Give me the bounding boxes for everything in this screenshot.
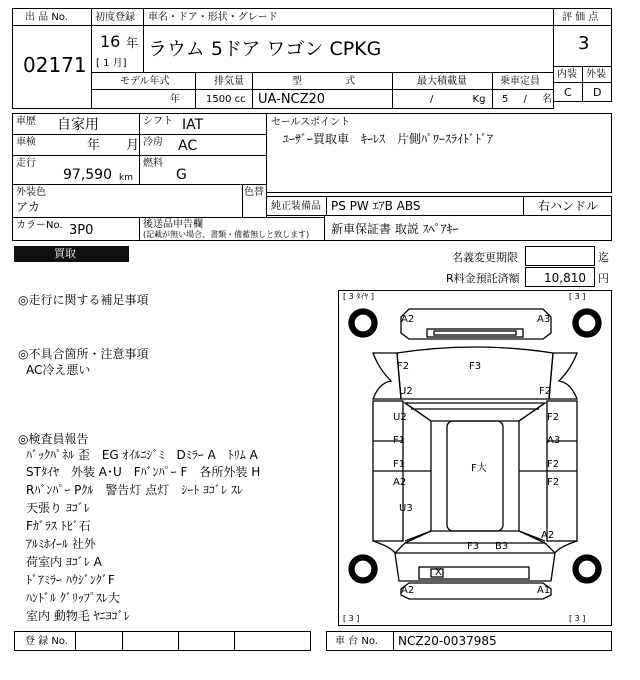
exterior-label: 外装 <box>586 69 606 80</box>
chassis-label: 車 台 No. <box>335 636 378 647</box>
exterior-label-cell <box>582 66 612 83</box>
model-year-unit: 年 <box>170 94 180 105</box>
damage-mark: F2 <box>539 386 552 397</box>
car-name-label-cell <box>143 8 554 26</box>
spec-value-row <box>91 89 554 109</box>
lot-number-cell <box>12 25 92 109</box>
first-reg-label: 初度登録 <box>95 12 135 23</box>
score-label-cell <box>553 8 612 26</box>
damage-mark: A2 <box>393 477 407 488</box>
damage-mark: F3 <box>469 361 482 372</box>
registration-label-cell <box>14 631 76 651</box>
mileage-label: 走行 <box>16 158 36 169</box>
color-change-cell <box>242 184 267 218</box>
color-value: アカ <box>16 200 40 214</box>
interior-grade: C <box>564 86 572 99</box>
purchase-label: 買取 <box>54 247 76 260</box>
purchase-badge <box>14 246 129 262</box>
tire-condition-front-left: [ 3 ﾀｲﾔ ] <box>343 292 374 301</box>
inspector-line: ｱﾙﾐﾎｲｰﾙ 社外 <box>26 537 96 551</box>
score-value: 3 <box>578 33 590 54</box>
first-reg-year-unit: 年 <box>126 36 139 50</box>
interior-grade-cell <box>553 82 583 102</box>
inspector-line: 荷室内 ﾖｺﾞﾚ A <box>26 555 102 569</box>
damage-mark: F3 <box>467 541 480 552</box>
damage-mark: A2 <box>541 530 555 541</box>
color-label: 外装色 <box>16 187 46 198</box>
shift-value: IAT <box>182 117 204 133</box>
inspector-line: STﾀｲﾔ 外装 A･U Fﾊﾞﾝﾊﾟｰ F 各所外装 H <box>26 465 261 479</box>
damage-mark: U2 <box>399 386 413 397</box>
capacity-label: 乗車定員 <box>500 76 540 87</box>
damage-mark: F1 <box>393 435 406 446</box>
inspection-label: 車検 <box>16 137 36 148</box>
inspector-line: Rﾊﾞﾝﾊﾟｰ Pｸﾙ 警告灯 点灯 ｼｰﾄ ﾖｺﾞﾚ ｽﾚ <box>26 483 243 497</box>
car-diagram-svg <box>339 291 611 625</box>
spec-label-row <box>91 72 554 90</box>
score-cell <box>553 25 612 67</box>
damage-mark: F2 <box>547 477 560 488</box>
inspector-label: ◎検査員報告 <box>18 432 89 446</box>
lot-label-cell <box>12 8 92 26</box>
inspector-line: ﾊﾝﾄﾞﾙ ｸﾞﾘｯﾌﾟｽﾚ大 <box>26 591 120 605</box>
equipment-label-cell <box>266 196 327 216</box>
inspector-line: 天張り ﾖｺﾞﾚ <box>26 501 90 515</box>
damage-mark: A2 <box>401 585 415 596</box>
recycle-field <box>525 267 595 287</box>
warranty-value: 新車保証書 取説 ｽﾍﾟｱｷｰ <box>331 222 459 236</box>
damage-mark: A2 <box>401 314 415 325</box>
handle-value: 右ハンドル <box>538 199 599 213</box>
fuel-value: G <box>176 167 187 183</box>
tire-condition-front-right: [ 3 ] <box>569 292 586 301</box>
interior-label: 内装 <box>557 69 577 80</box>
defects-label: ◎不具合箇所・注意事項 <box>18 347 149 361</box>
inspection-cell <box>12 134 140 156</box>
name-change-unit: 迄 <box>598 251 609 264</box>
type-label: 型 式 <box>292 76 356 87</box>
shift-label: シフト <box>143 116 173 127</box>
fuel-cell <box>139 155 267 185</box>
displacement-value: 1500 cc <box>206 94 246 105</box>
first-reg-year: 16 <box>100 32 121 51</box>
car-name: ラウム 5ドア ワゴン CPKG <box>148 38 382 60</box>
shift-cell <box>139 113 267 135</box>
inspector-line: ﾄﾞｱﾐﾗｰ ﾊｳｼﾞﾝｸﾞF <box>26 573 115 587</box>
damage-mark: F2 <box>397 361 410 372</box>
max-load-value: / Kg <box>430 94 486 105</box>
ac-value: AC <box>178 138 198 154</box>
fender-front-left <box>373 353 401 399</box>
rear-bumper <box>401 583 551 599</box>
displacement-label: 排気量 <box>214 76 244 87</box>
mileage-value: 97,590 <box>63 167 112 183</box>
ac-label: 冷房 <box>143 137 163 148</box>
capacity-value: 5 / 名 <box>502 94 553 105</box>
exterior-grade: D <box>593 86 602 99</box>
damage-mark: F2 <box>547 459 560 470</box>
roof <box>447 421 503 531</box>
registration-label: 登 録 No. <box>25 636 68 647</box>
damage-mark: F1 <box>393 459 406 470</box>
interior-label-cell <box>553 66 583 83</box>
mileage-unit: km <box>119 173 133 183</box>
warranty-cell <box>324 215 612 241</box>
name-change-label: 名義変更期限 <box>452 251 518 264</box>
handle-cell <box>523 196 612 216</box>
tire-condition-rear-right: [ 3 ] <box>569 614 586 623</box>
recycle-unit: 円 <box>598 272 609 285</box>
ac-cell <box>139 134 267 156</box>
equipment-value: PS PW ｴｱB ABS <box>331 199 421 213</box>
chassis-label-cell <box>326 631 394 651</box>
max-load-label: 最大積載量 <box>417 76 467 87</box>
exterior-grade-cell <box>582 82 612 102</box>
damage-mark: A3 <box>547 435 561 446</box>
aftermarket-cell <box>139 217 325 241</box>
damage-mark: F2 <box>547 412 560 423</box>
aftermarket-note: (記載が無い場合、書類・備蓄無しと致します) <box>143 230 310 239</box>
damage-mark: A1 <box>537 585 551 596</box>
defect-line: AC冷え悪い <box>26 363 91 377</box>
damage-mark: F大 <box>471 463 487 474</box>
model-year-label: モデル年式 <box>120 76 170 87</box>
color-no-value: 3P0 <box>69 223 94 238</box>
type-value: UA-NCZ20 <box>258 92 326 107</box>
equipment-cell <box>326 196 524 216</box>
recycle-label: R料金預託済額 <box>446 272 520 285</box>
sales-points-cell <box>266 113 612 193</box>
car-name-cell <box>143 25 554 73</box>
driving-notes-label: ◎走行に関する補足事項 <box>18 293 149 307</box>
inspector-line: 室内 動物毛 ﾔﾆﾖｺﾞﾚ <box>26 609 130 623</box>
recycle-amount: 10,810 <box>544 271 586 285</box>
history-value: 自家用 <box>57 117 99 133</box>
chassis-number: NCZ20-0037985 <box>398 634 497 648</box>
history-cell <box>12 113 140 135</box>
color-cell <box>12 184 243 218</box>
inspection-value: 年 月 <box>87 138 140 153</box>
fender-front-right <box>549 353 577 399</box>
history-label: 車歴 <box>16 116 36 127</box>
registration-field <box>75 631 311 651</box>
first-reg-label-cell <box>91 8 144 26</box>
car-diagram <box>338 290 612 626</box>
color-no-cell <box>12 217 140 241</box>
lot-label: 出 品 No. <box>25 12 68 23</box>
damage-mark: B3 <box>495 541 509 552</box>
inspector-line: ﾊﾞｯｸﾊﾟﾈﾙ 歪 EG ｵｲﾙﾆｼﾞﾐ Dﾐﾗｰ A ﾄﾘﾑ A <box>26 448 258 462</box>
lot-number: 02171 <box>23 53 87 77</box>
damage-mark: U3 <box>399 503 413 514</box>
name-change-field <box>525 246 595 266</box>
inspector-line: Fｶﾞﾗｽ ﾄﾋﾞ石 <box>26 519 91 533</box>
fuel-label: 燃料 <box>143 158 163 169</box>
sales-points-value: ﾕｰｻﾞｰ買取車 ｷｰﾚｽ 片側ﾊﾟﾜｰｽﾗｲﾄﾞﾄﾞｱ <box>283 132 494 146</box>
mileage-cell <box>12 155 140 185</box>
hood <box>397 347 553 399</box>
first-reg-cell <box>91 25 144 73</box>
color-no-label: カラーNo. <box>16 220 63 231</box>
equipment-label: 純正装備品 <box>271 201 321 212</box>
damage-mark: U2 <box>393 412 407 423</box>
sales-points-label: セールスポイント <box>271 117 351 128</box>
damage-mark: A3 <box>537 314 551 325</box>
chassis-field <box>393 631 612 651</box>
aftermarket-label: 後送品申告欄 <box>143 219 203 230</box>
damage-mark: X <box>435 567 442 578</box>
tire-condition-rear-left: [ 3 ] <box>343 614 360 623</box>
first-reg-month: [ 1 月] <box>96 58 127 69</box>
car-name-label: 車名・ドア・形状・グレード <box>148 12 278 23</box>
color-change-label: 色替 <box>244 187 264 198</box>
score-label: 評 価 点 <box>562 12 599 23</box>
